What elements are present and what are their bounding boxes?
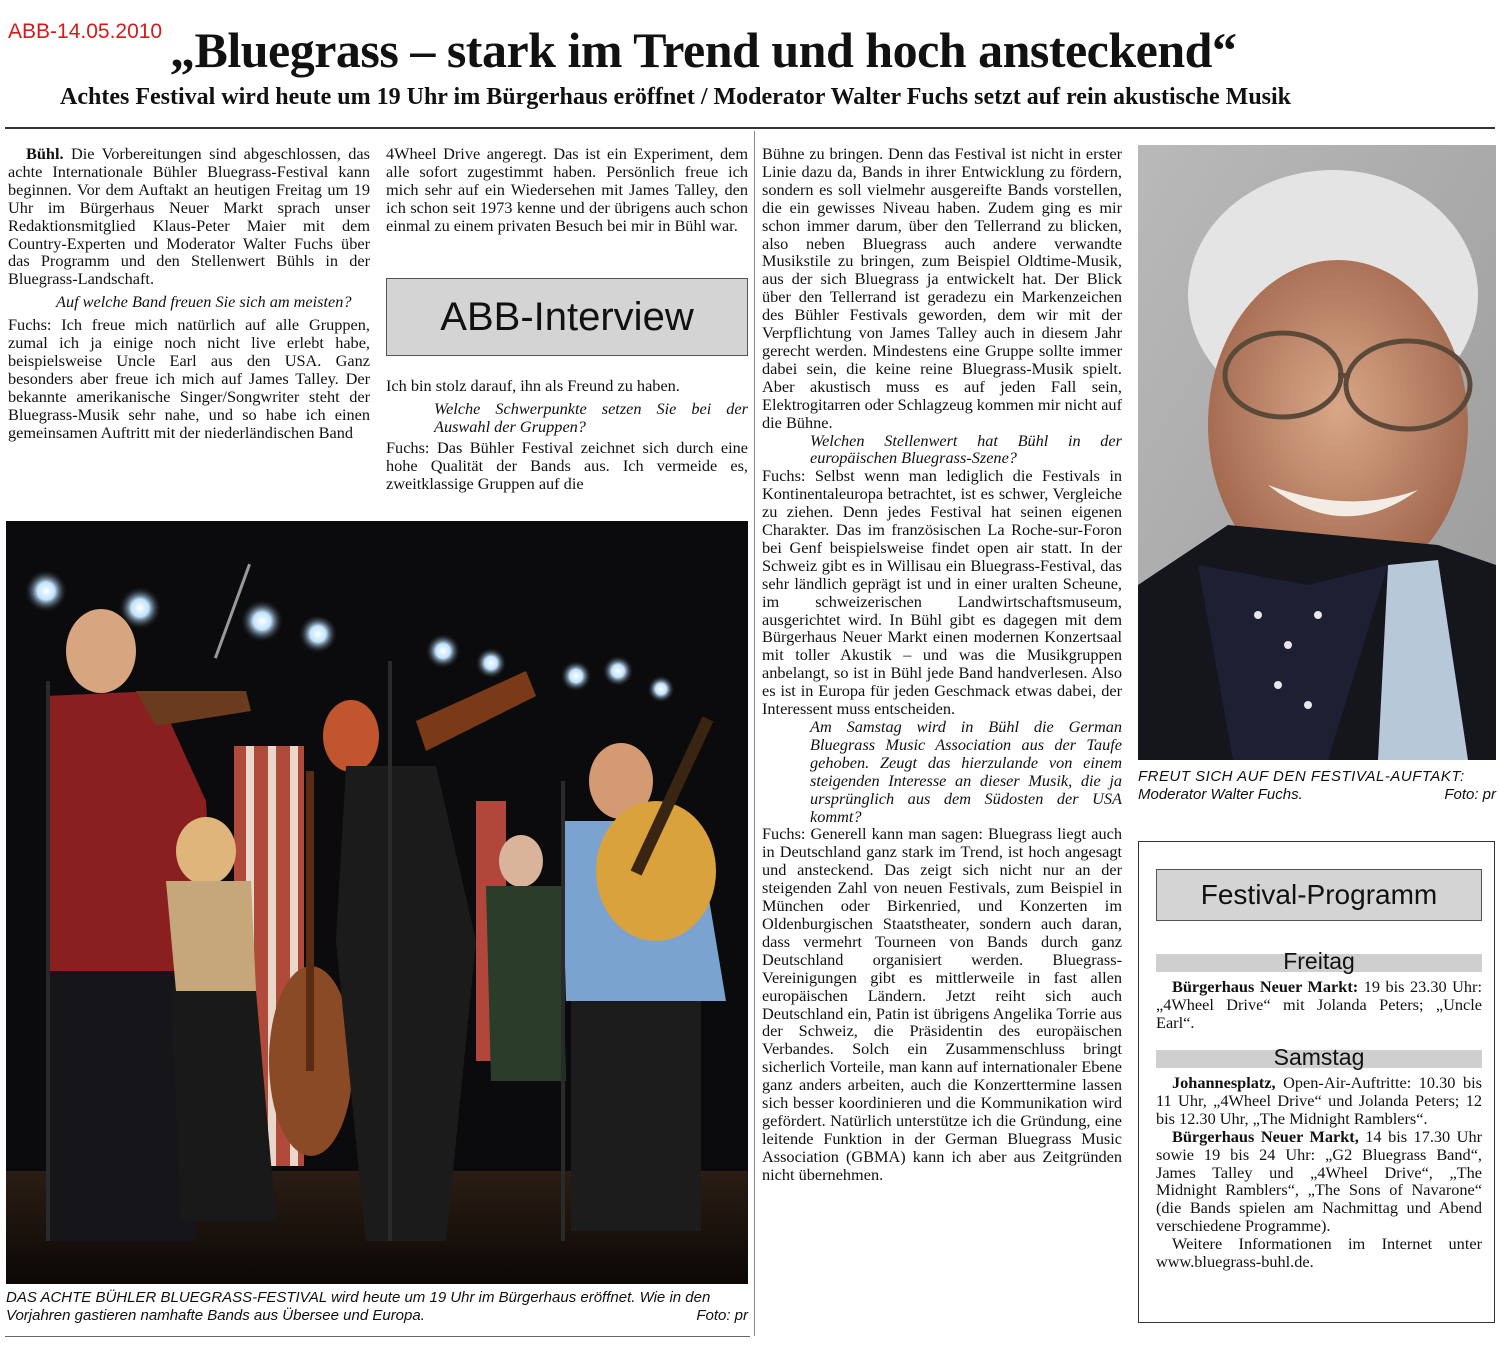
article-column-2-lower [386, 377, 748, 492]
portrait-photo [1138, 145, 1496, 760]
saturday-venue-2: Bürgerhaus Neuer Markt, [1172, 1126, 1359, 1146]
saturday-heading-label: Samstag [1273, 1044, 1365, 1070]
saturday-text-1: Open-Air-Auftritte: 10.30 bis 11 Uhr, „4Wheel Drive“ und Jolanda Peters; 12 bis 12.30 Uhr, „The Midnight Ramblers“. [1156, 1073, 1482, 1128]
answer-4: Fuchs: Generell kann man sagen: Bluegrass liegt auch in Deutschland ganz stark im Trend, ist hoch angesagt und ansteckend. Das zeigt sich nicht nur an der steigenden Zahl von neuen Festivals, zum Beispiel in München oder Birkenried, und Konzerten im Oldenburgischen Staatstheater, sondern auch daran, dass vermehrt Tourneen von Bands durch ganz Deutschland organisiert werden. Bluegrass-Vereinigungen gibt es mittlerweile in fast allen europäischen Ländern. Jetzt reiht sich auch Deutschland ein, Patin ist übrigens Angelika Torrie aus der Schweiz, die Präsidentin des europäischen Verbandes. Solch ein Zusammenschluss bringt sicherlich Vorteile, man kann auf internationaler Ebene ganz anders arbeiten, auch die Konzerttermine lassen sich besser koordinieren und die Kommunikation wird gefördert. Natürlich unterstütze ich die Gründung, eine leitende Funktion in der German Bluegrass Music Association (GBMA) kann ich aber aus Zeitgründen nicht übernehmen. [762, 824, 1122, 1184]
friday-heading [1156, 948, 1482, 974]
program-title-box [1156, 869, 1482, 921]
column-divider [754, 131, 755, 1336]
question-2: Welche Schwerpunkte setzen Sie bei der Auswahl der Gruppen? [434, 398, 748, 436]
dateline: Bühl. [26, 144, 64, 163]
question-1: Auf welche Band freuen Sie sich am meisten? [56, 292, 352, 312]
answer-1-continued: 4Wheel Drive angeregt. Das ist ein Experiment, dem alle sofort zugestimmt haben. Persönlich freue ich mich sehr auf ein Wiedersehen mit James Talley, den ich schon seit 1973 kenne und der übrigens auch schon einmal zu einem privaten Besuch bei mir in Bühl war. [386, 144, 748, 235]
footer-rule [5, 1336, 750, 1337]
friday-program [1156, 978, 1482, 1032]
answer-2-continued: Bühne zu bringen. Denn das Festival ist nicht in erster Linie dazu da, Bands in ihrer Entwicklung zu fördern, sondern es soll vielmehr ausgereifte Bands vorstellen, die ein gewisses Niveau haben. Zudem ging es mir schon immer darum, über den Tellerrand zu blicken, also neben Bluegrass auch andere verwandte Musikstile zu bringen, zum Beispiel Oldtime-Musik, aus der sich Bluegrass ja entwickelt hat. Der Blick über den Tellerrand ist geradezu ein Markenzeichen des Bühler Festivals geworden, dem wir mit der Verpflichtung von James Talley auch in diesem Jahr gerecht werden. Mindestens eine Gruppe sollte immer dabei sein, die keine reine Bluegrass-Musik spielt. Aber akustisch muss es auf jeden Fall sein, Elektrogitarren oder Schlagzeug kommen mir nicht auf die Bühne. [762, 144, 1122, 432]
band-photo [6, 521, 748, 1284]
source-tag: ABB-14.05.2010 [8, 20, 163, 43]
band-photo-credit: Foto: pr [696, 1306, 748, 1324]
portrait-caption-line1: FREUT SICH AUF DEN FESTIVAL-AUFTAKT: [1138, 768, 1465, 785]
portrait-image [1138, 145, 1496, 760]
friday-venue: Bürgerhaus Neuer Markt: [1172, 977, 1359, 996]
saturday-venue-1: Johannesplatz, [1172, 1073, 1276, 1092]
portrait-caption [1138, 768, 1496, 803]
band-photo-caption-text: DAS ACHTE BÜHLER BLUEGRASS-FESTIVAL wird heute um 19 Uhr im Bürgerhaus eröffnet. Wie in den Vorjahren gastieren namhafte Bands aus Übersee und Europa. [6, 1289, 711, 1324]
saturday-heading [1156, 1044, 1482, 1070]
intro-text: Die Vorbereitungen sind abgeschlossen, das achte Internationale Bühler Bluegrass-Festival kann beginnen. Vor dem Auftakt an heutigen Freitag um 19 Uhr im Bürgerhaus Neuer Markt sprach unser Redaktionsmitglied Klaus-Peter Maier mit dem Country-Experten und Moderator Walter Fuchs über das Programm und den Stellenwert Bühls in der Bluegrass-Landschaft. [8, 144, 370, 289]
article-column-2 [386, 145, 748, 235]
subheadline: Achtes Festival wird heute um 19 Uhr im Bürgerhaus eröffnet / Moderator Walter Fuchs setzt auf rein akustische Musik [60, 84, 1292, 110]
friday-heading-label: Freitag [1283, 948, 1355, 974]
answer-2: Fuchs: Das Bühler Festival zeichnet sich durch eine hohe Qualität der Bands aus. Ich vermeide es, zweitklassige Gruppen auf die [386, 437, 748, 493]
header-rule [5, 127, 1495, 129]
saturday-text-2: 14 bis 17.30 Uhr sowie 19 bis 24 Uhr: „G2 Bluegrass Band“, James Talley und „4Wheel Drive“, „The Midnight Ramblers“, „The Sons of Navarone“ (die Bands spielen am Nachmittag und Abend verschiedene Programme). [1156, 1126, 1482, 1236]
headline: „Bluegrass – stark im Trend und hoch ansteckend“ [170, 22, 1237, 78]
interview-label-box [386, 278, 748, 356]
article-column-1 [8, 145, 370, 442]
answer-1: Fuchs: Ich freue mich natürlich auf alle Gruppen, zumal ich ja einige noch nicht live erlebt habe, beispielsweise Uncle Earl aus den USA. Ganz besonders aber freue ich mich auf James Talley. Der bekannte amerikanische Singer/Songwriter steht der Bluegrass-Musik sehr nahe, und so habe ich einen gemeinsamen Auftritt mit der niederländischen Band [8, 315, 370, 442]
interview-label: ABB-Interview [440, 295, 694, 339]
question-3: Welchen Stellenwert hat Bühl in der europäischen Bluegrass-Szene? [810, 430, 1122, 468]
portrait-caption-line2: Moderator Walter Fuchs. [1138, 785, 1303, 803]
band-photo-caption [6, 1289, 748, 1324]
answer-1-end: Ich bin stolz darauf, ihn als Freund zu haben. [386, 376, 680, 395]
more-info: Weitere Informationen im Internet unter www.bluegrass-buhl.de. [1156, 1234, 1482, 1272]
saturday-program [1156, 1074, 1482, 1271]
answer-3: Fuchs: Selbst wenn man lediglich die Festivals in Kontinentaleuropa betrachtet, ist es schwer, Vergleiche zu ziehen. Denn jedes Festival hat seinen eigenen Charakter. Das im französischen La Roche-sur-Foron bei Genf beispielsweise findet open air statt. In der Schweiz gibt es in Willisau ein Bluegrass-Festival, das sehr ländlich geprägt ist und in einer uralten Scheune, im schweizerischen Landwirtschaftsmuseum, ausgerichtet wird. In Bühl gibt es dagegen mit dem Bürgerhaus Neuer Markt einen modernen Konzertsaal mit toller Akustik – und was die Musikgruppen anbelangt, so ist in Bühl jede Band handverlesen. Also es ist in Europa für jeden Geschmack etwas dabei, der Interessent muss entscheiden. [762, 466, 1122, 719]
article-column-3 [762, 145, 1122, 1184]
program-title: Festival-Programm [1200, 879, 1438, 910]
question-4: Am Samstag wird in Bühl die German Bluegrass Music Association aus der Taufe gehoben. Zeugt das hierzulande von einem steigenden Interesse an dieser Musik, die ja ursprünglich aus dem Südosten der USA kommt? [810, 717, 1122, 826]
friday-text: 19 bis 23.30 Uhr: „4Wheel Drive“ mit Jolanda Peters; „Uncle Earl“. [1156, 977, 1482, 1032]
band-photo-image [6, 521, 748, 1284]
portrait-credit: Foto: pr [1444, 785, 1496, 803]
